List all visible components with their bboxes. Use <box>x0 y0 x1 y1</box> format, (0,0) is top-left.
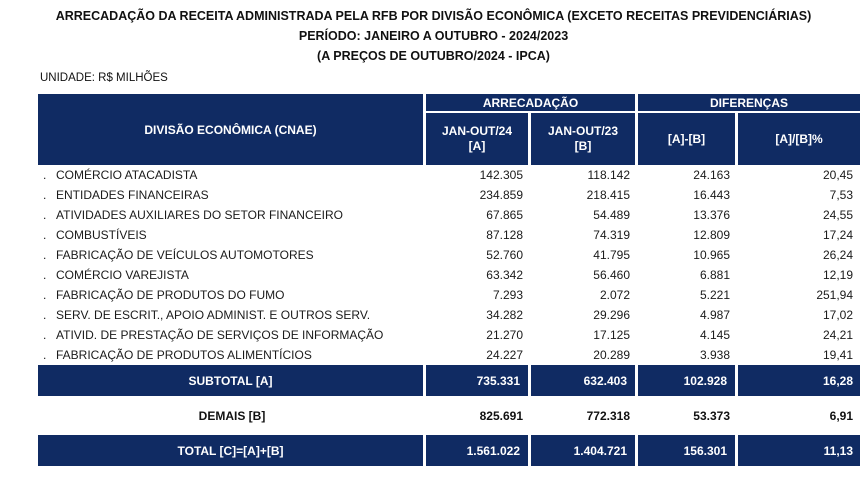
column-header-jan-out-23 <box>531 113 638 165</box>
row-value-pct: 26,24 <box>822 248 854 262</box>
row-label-cell <box>38 165 426 185</box>
table-row <box>38 185 860 205</box>
row-label: FABRICAÇÃO DE VEÍCULOS AUTOMOTORES <box>56 248 314 262</box>
row-label: COMBUSTÍVEIS <box>56 228 147 242</box>
table-row <box>38 165 860 185</box>
row-bullet: . <box>43 348 47 362</box>
row-value-a: 24.227 <box>486 348 523 362</box>
revenue-table <box>38 94 860 466</box>
row-label: ATIVIDADES AUXILIARES DO SETOR FINANCEIRO <box>56 208 343 222</box>
row-value-diff: 4.987 <box>699 308 730 322</box>
row-label-cell <box>38 345 426 365</box>
total-value-pct: 11,13 <box>738 435 860 466</box>
row-value-b: 118.142 <box>587 168 630 182</box>
group-header-diferencas: DIFERENÇAS <box>638 94 860 113</box>
row-value-b: 29.296 <box>593 308 630 322</box>
row-value-a: 34.282 <box>486 308 523 322</box>
row-label-cell <box>38 205 426 225</box>
report-title-line1: ARRECADAÇÃO DA RECEITA ADMINISTRADA PELA RFB POR DIVISÃO ECONÔMICA (EXCETO RECEITAS PREVIDENCIÁRIAS) <box>55 9 812 23</box>
column-header-jan-out-24-tag: [A] <box>468 139 486 153</box>
row-label-cell <box>38 185 426 205</box>
row-value-b: 74.319 <box>593 228 630 242</box>
row-value-a: 7.293 <box>492 288 523 302</box>
row-value-diff: 3.938 <box>699 348 730 362</box>
row-value-pct: 24,55 <box>822 208 854 222</box>
demais-label: DEMAIS [B] <box>198 408 266 423</box>
row-value-b: 20.289 <box>593 348 630 362</box>
row-value-a: 67.865 <box>486 208 523 222</box>
row-label: FABRICAÇÃO DE PRODUTOS DO FUMO <box>56 288 285 302</box>
row-label: FABRICAÇÃO DE PRODUTOS ALIMENTÍCIOS <box>56 348 312 362</box>
table-row <box>38 265 860 285</box>
row-value-a: 87.128 <box>486 228 523 242</box>
row-value-pct: 24,21 <box>822 328 854 342</box>
row-label: COMÉRCIO VAREJISTA <box>56 268 189 282</box>
demais-value-a: 825.691 <box>479 408 523 423</box>
table-row <box>38 245 860 265</box>
row-label-cell <box>38 285 426 305</box>
row-value-diff: 10.965 <box>693 248 730 262</box>
table-row <box>38 205 860 225</box>
row-bullet: . <box>43 228 47 242</box>
row-value-b: 56.460 <box>593 268 630 282</box>
table-row <box>38 225 860 245</box>
demais-value-b: 772.318 <box>586 408 630 423</box>
table-row <box>38 345 860 365</box>
report-title-line2: PERÍODO: JANEIRO A OUTUBRO - 2024/2023 <box>298 29 569 43</box>
row-bullet: . <box>43 168 47 182</box>
demais-row <box>38 396 860 435</box>
column-header-diff: [A]-[B] <box>638 113 738 165</box>
column-header-division: DIVISÃO ECONÔMICA (CNAE) <box>38 94 426 165</box>
row-value-pct: 17,24 <box>822 228 854 242</box>
row-value-b: 41.795 <box>593 248 630 262</box>
row-value-a: 63.342 <box>486 268 523 282</box>
unit-label: UNIDADE: R$ MILHÕES <box>40 72 168 84</box>
row-value-pct: 17,02 <box>822 308 854 322</box>
row-value-diff: 6.881 <box>699 268 730 282</box>
row-label-cell <box>38 305 426 325</box>
row-value-b: 218.415 <box>586 188 630 202</box>
row-value-a: 52.760 <box>486 248 523 262</box>
row-value-b: 54.489 <box>593 208 630 222</box>
subtotal-value-diff: 102.928 <box>638 365 738 396</box>
row-value-b: 17.125 <box>593 328 630 342</box>
demais-value-diff: 53.373 <box>693 408 730 423</box>
table-row <box>38 285 860 305</box>
total-value-diff: 156.301 <box>638 435 738 466</box>
row-value-pct: 19,41 <box>822 348 854 362</box>
row-bullet: . <box>43 208 47 222</box>
row-bullet: . <box>43 268 47 282</box>
subtotal-value-pct: 16,28 <box>738 365 860 396</box>
table-row <box>38 325 860 345</box>
row-label: SERV. DE ESCRIT., APOIO ADMINIST. E OUTROS SERV. <box>56 308 371 322</box>
table-row <box>38 305 860 325</box>
total-value-a: 1.561.022 <box>426 435 531 466</box>
row-label: COMÉRCIO ATACADISTA <box>56 168 198 182</box>
row-label: ENTIDADES FINANCEIRAS <box>56 188 209 202</box>
column-header-jan-out-24 <box>426 113 531 165</box>
row-label-cell <box>38 245 426 265</box>
row-value-diff: 5.221 <box>699 288 730 302</box>
header-group-row <box>38 94 860 113</box>
row-value-diff: 12.809 <box>693 228 730 242</box>
total-label: TOTAL [C]=[A]+[B] <box>38 435 426 466</box>
row-value-diff: 4.145 <box>699 328 730 342</box>
row-value-pct: 7,53 <box>829 188 854 202</box>
subtotal-row <box>38 365 860 396</box>
row-label-cell <box>38 325 426 345</box>
row-value-pct: 12,19 <box>822 268 854 282</box>
row-value-a: 21.270 <box>486 328 523 342</box>
row-bullet: . <box>43 308 47 322</box>
row-bullet: . <box>43 328 47 342</box>
report-title-line3: (A PREÇOS DE OUTUBRO/2024 - IPCA) <box>317 49 550 63</box>
row-value-diff: 16.443 <box>693 188 730 202</box>
column-header-jan-out-23-tag: [B] <box>574 139 592 153</box>
row-value-diff: 13.376 <box>693 208 730 222</box>
row-value-pct: 20,45 <box>822 168 854 182</box>
row-value-diff: 24.163 <box>693 168 730 182</box>
row-value-a: 142.305 <box>479 168 523 182</box>
row-value-a: 234.859 <box>479 188 523 202</box>
total-row <box>38 435 860 466</box>
row-label-cell <box>38 265 426 285</box>
row-bullet: . <box>43 288 47 302</box>
group-header-arrecadacao: ARRECADAÇÃO <box>426 94 638 113</box>
subtotal-value-b: 632.403 <box>531 365 638 396</box>
column-header-jan-out-24-period: JAN-OUT/24 <box>441 124 512 138</box>
report-title-block <box>0 6 867 66</box>
total-value-b: 1.404.721 <box>531 435 638 466</box>
subtotal-value-a: 735.331 <box>426 365 531 396</box>
row-label: ATIVID. DE PRESTAÇÃO DE SERVIÇOS DE INFORMAÇÃO <box>56 328 384 342</box>
column-header-pct: [A]/[B]% <box>738 113 860 165</box>
row-label-cell <box>38 225 426 245</box>
column-header-jan-out-23-period: JAN-OUT/23 <box>547 124 618 138</box>
subtotal-label: SUBTOTAL [A] <box>38 365 426 396</box>
row-value-b: 2.072 <box>599 288 630 302</box>
row-bullet: . <box>43 188 47 202</box>
row-bullet: . <box>43 248 47 262</box>
row-value-pct: 251,94 <box>816 288 854 302</box>
demais-value-pct: 6,91 <box>829 408 854 423</box>
